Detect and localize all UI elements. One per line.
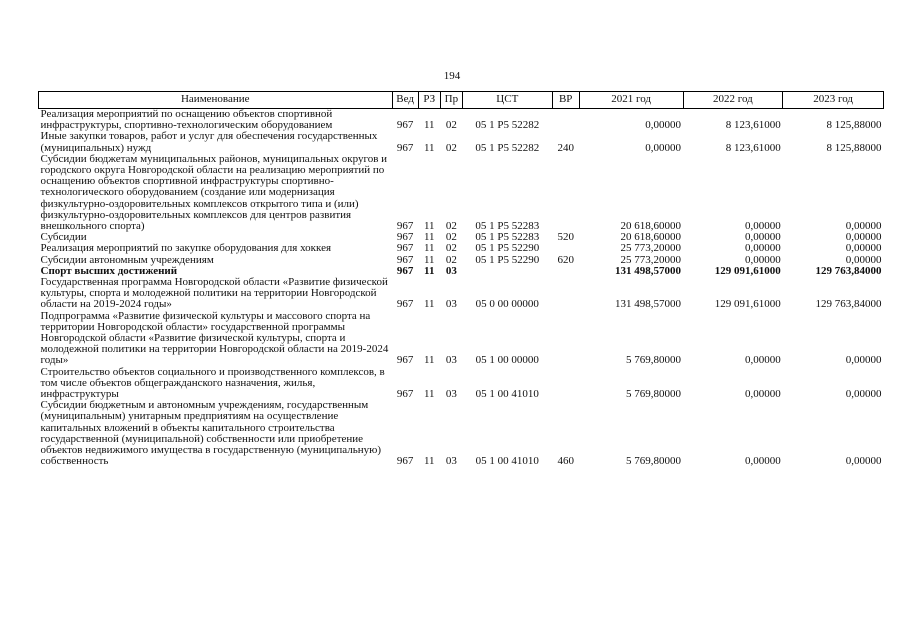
row-ved: 967	[396, 220, 414, 233]
row-vr: 240	[557, 141, 574, 154]
row-name: Субсидии автономным учреждениям	[40, 253, 214, 266]
row-rz: 11	[423, 298, 435, 311]
row-ved: 967	[396, 298, 414, 311]
row-ved: 967	[396, 388, 414, 401]
row-amount-2021: 5 769,80000	[626, 455, 682, 468]
row-pr: 02	[445, 242, 457, 255]
row-pr: 02	[445, 119, 457, 132]
row-amount-2023: 0,00000	[845, 388, 882, 401]
row-amount-2023: 0,00000	[845, 455, 882, 468]
row-rz: 11	[424, 264, 435, 277]
row-csr: 05 1 Р5 52290	[475, 253, 540, 266]
row-pr: 02	[445, 220, 457, 233]
row-name: Реализация мероприятий по закупке оборудования для хоккея	[40, 242, 332, 255]
row-amount-2022: 0,00000	[744, 354, 781, 367]
table-row	[39, 277, 884, 311]
row-vr	[552, 266, 579, 277]
header-csr: ЦСТ	[462, 92, 552, 109]
row-amount-2021: 0,00000	[645, 141, 682, 154]
header-pr: Пр	[440, 92, 462, 109]
row-vr	[552, 154, 579, 232]
row-ved: 967	[396, 354, 414, 367]
header-row	[39, 92, 884, 109]
row-amount-2021: 20 618,60000	[620, 231, 682, 244]
row-amount-2022: 129 091,61000	[714, 264, 781, 277]
row-vr	[552, 109, 579, 132]
row-amount-2021: 131 498,57000	[615, 264, 682, 277]
row-rz: 11	[423, 119, 435, 132]
row-amount-2021: 20 618,60000	[620, 220, 682, 233]
row-name: Субсидии	[40, 231, 87, 244]
row-amount-2023: 0,00000	[845, 220, 882, 233]
row-amount-2022: 0,00000	[744, 220, 781, 233]
row-ved: 967	[396, 455, 414, 468]
row-amount-2023: 0,00000	[845, 354, 882, 367]
row-amount-2022: 0,00000	[744, 253, 781, 266]
row-ved: 967	[396, 253, 414, 266]
row-amount-2021: 131 498,57000	[615, 298, 682, 311]
row-pr: 02	[445, 141, 457, 154]
row-csr: 05 1 00 41010	[475, 455, 539, 468]
row-csr: 05 1 00 00000	[475, 354, 539, 367]
row-name: Реализация мероприятий по оснащению объектов спортивной инфраструктуры, спортивно-технологическим оборудованием	[40, 108, 333, 132]
table-row	[39, 243, 884, 254]
row-csr: 05 1 Р5 52283	[475, 231, 540, 244]
row-csr: 05 0 00 00000	[475, 298, 539, 311]
row-csr	[462, 266, 552, 277]
row-amount-2023: 8 125,88000	[826, 141, 882, 154]
header-ved: Вед	[392, 92, 418, 109]
row-ved: 967	[396, 231, 414, 244]
row-amount-2023: 0,00000	[845, 253, 882, 266]
header-2023: 2023 год	[783, 92, 884, 109]
row-csr: 05 1 Р5 52282	[475, 119, 540, 132]
row-name: Подпрограмма «Развитие физической культуры и массового спорта на территории Новгородской области» государственной программы Новгородской области «Развитие физической культуры, спорта и молодежной политики на территории Новгородской области на 2019-2024 годы»	[40, 309, 389, 367]
row-name: Субсидии бюджетным и автономным учреждениям, государственным (муниципальным) унитарным предприятиям на осуществление капитальных вложений в объекты капитального строительства государственной (муниципальной) собственности или приобретение объектов недвижимого имущества в государственную (муниципальную) собственность	[40, 399, 382, 468]
row-amount-2023: 8 125,88000	[826, 119, 882, 132]
row-name: Спорт высших достижений	[40, 264, 178, 277]
row-amount-2022: 0,00000	[744, 455, 781, 468]
row-pr: 03	[445, 298, 457, 311]
row-ved: 967	[396, 264, 414, 277]
row-amount-2023: 129 763,84000	[815, 264, 882, 277]
row-amount-2021: 0,00000	[645, 119, 682, 132]
row-name: Государственная программа Новгородской области «Развитие физической культуры, спорта и молодежной политики на территории Новгородской области на 2019-2024 годы»	[40, 276, 388, 311]
row-amount-2023: 0,00000	[845, 231, 882, 244]
row-rz: 11	[423, 242, 435, 255]
row-name: Субсидии бюджетам муниципальных районов, муниципальных округов и городского округа Новгородской области на реализацию мероприятий по оснащению объектов спортивной инфраструктуры спортивно-технологического оборудованием (создание или модернизация физкультурно-оздоровительных комплексов открытого типа и (или) физкультурно-оздоровительных комплексов для центров развития внешкольного спорта)	[40, 152, 388, 233]
row-rz: 11	[423, 253, 435, 266]
row-amount-2022: 0,00000	[744, 242, 781, 255]
row-name: Иные закупки товаров, работ и услуг для обеспечения государственных (муниципальных) нужд	[40, 130, 378, 154]
row-amount-2021: 25 773,20000	[620, 242, 682, 255]
row-vr: 460	[557, 455, 574, 468]
row-vr: 620	[557, 253, 574, 266]
row-amount-2022: 0,00000	[744, 388, 781, 401]
row-csr: 05 1 00 41010	[475, 388, 539, 401]
page-number: 194	[443, 70, 461, 82]
row-amount-2023: 0,00000	[845, 242, 882, 255]
row-rz: 11	[423, 388, 435, 401]
header-rz: РЗ	[418, 92, 440, 109]
row-csr: 05 1 Р5 52282	[475, 141, 540, 154]
row-ved: 967	[396, 242, 414, 255]
row-vr	[552, 277, 579, 311]
table-row	[39, 109, 884, 132]
row-amount-2022: 0,00000	[744, 231, 781, 244]
table-row	[39, 400, 884, 467]
table-row	[39, 367, 884, 401]
header-2022: 2022 год	[683, 92, 783, 109]
row-rz: 11	[423, 455, 435, 468]
table-row	[39, 311, 884, 367]
row-pr: 03	[445, 455, 457, 468]
header-2021: 2021 год	[579, 92, 683, 109]
table-row	[39, 154, 884, 232]
row-amount-2023: 129 763,84000	[815, 298, 882, 311]
row-rz: 11	[423, 220, 435, 233]
row-rz: 11	[423, 141, 435, 154]
row-amount-2022: 8 123,61000	[725, 119, 781, 132]
row-pr: 02	[445, 231, 457, 244]
row-pr: 03	[445, 354, 457, 367]
row-amount-2022: 8 123,61000	[725, 141, 781, 154]
row-vr: 520	[557, 231, 574, 244]
row-amount-2021: 5 769,80000	[626, 354, 682, 367]
row-csr: 05 1 Р5 52290	[475, 242, 540, 255]
header-vr: ВР	[552, 92, 579, 109]
row-amount-2021: 5 769,80000	[626, 388, 682, 401]
row-ved: 967	[396, 119, 414, 132]
row-amount-2021: 25 773,20000	[620, 253, 682, 266]
row-csr: 05 1 Р5 52283	[475, 220, 540, 233]
row-vr	[552, 311, 579, 367]
row-amount-2022: 129 091,61000	[714, 298, 781, 311]
row-pr: 02	[445, 253, 457, 266]
row-vr	[552, 367, 579, 401]
budget-table	[38, 91, 884, 468]
row-pr: 03	[445, 388, 457, 401]
header-name: Наименование	[39, 92, 393, 109]
row-rz: 11	[423, 354, 435, 367]
table-row	[39, 131, 884, 153]
row-pr: 03	[445, 264, 457, 277]
row-rz: 11	[423, 231, 435, 244]
row-vr	[552, 243, 579, 254]
row-name: Строительство объектов социального и производственного комплексов, в том числе объектов общегражданского назначения, жилья, инфраструктуры	[40, 365, 385, 401]
row-ved: 967	[396, 141, 414, 154]
